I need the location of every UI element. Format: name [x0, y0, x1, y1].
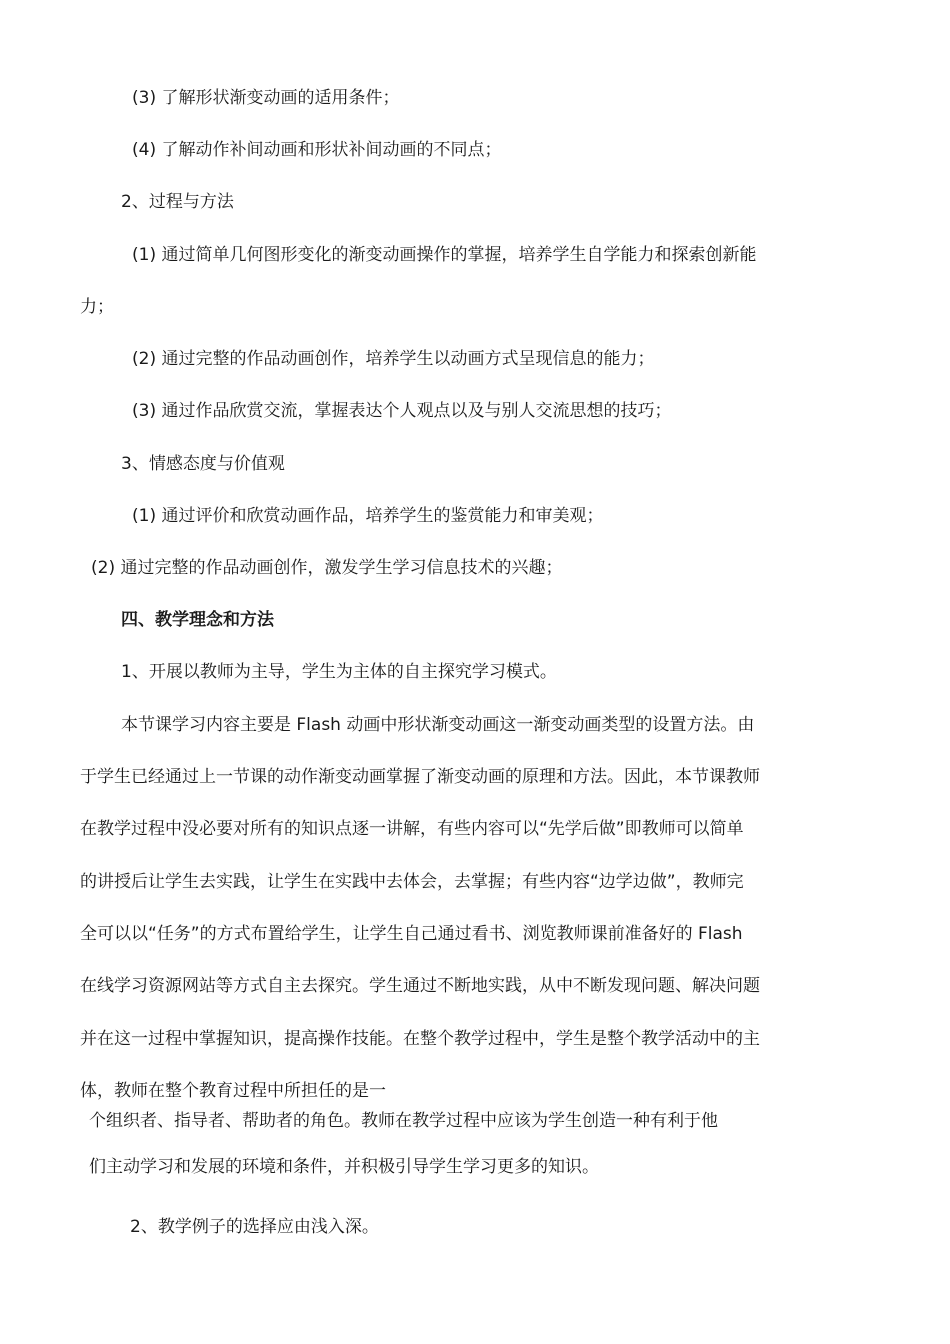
process-item-1: (1) 通过简单几何图形变化的渐变动画操作的掌握，培养学生自学能力和探索创新能 — [132, 245, 757, 265]
objective-4: (4) 了解动作补间动画和形状补间动画的不同点； — [132, 140, 502, 160]
paragraph-line: 在教学过程中没必要对所有的知识点逐一讲解，有些内容可以“先学后做”即教师可以简单 — [80, 819, 744, 839]
paragraph-line: 个组织者、指导者、帮助者的角色。教师在教学过程中应该为学生创造一种有利于他 — [89, 1111, 718, 1131]
section-title-teaching-concept: 四、教学理念和方法 — [121, 610, 274, 630]
paragraph-line: 全可以以“任务”的方式布置给学生，让学生自己通过看书、浏览教师课前准备好的 Flash — [80, 924, 743, 944]
paragraph-line: 们主动学习和发展的环境和条件，并积极引导学生学习更多的知识。 — [89, 1157, 599, 1177]
emotion-item-1: (1) 通过评价和欣赏动画作品，培养学生的鉴赏能力和审美观； — [132, 506, 604, 526]
paragraph-line: 并在这一过程中掌握知识，提高操作技能。在整个教学过程中，学生是整个教学活动中的主 — [80, 1029, 760, 1049]
process-item-1-continued: 力； — [80, 297, 114, 317]
objective-3: (3) 了解形状渐变动画的适用条件； — [132, 88, 400, 108]
paragraph-line: 本节课学习内容主要是 Flash 动画中形状渐变动画这一渐变动画类型的设置方法。由 — [121, 715, 755, 735]
emotion-item-2: (2) 通过完整的作品动画创作，激发学生学习信息技术的兴趣； — [91, 558, 563, 578]
paragraph-line: 在线学习资源网站等方式自主去探究。学生通过不断地实践，从中不断发现问题、解决问题 — [80, 976, 760, 996]
process-item-3: (3) 通过作品欣赏交流，掌握表达个人观点以及与别人交流思想的技巧； — [132, 401, 672, 421]
section-heading-process-method: 2、过程与方法 — [121, 192, 234, 212]
process-item-2: (2) 通过完整的作品动画创作，培养学生以动画方式呈现信息的能力； — [132, 349, 655, 369]
section-heading-emotion-values: 3、情感态度与价值观 — [121, 454, 285, 474]
paragraph-line: 于学生已经通过上一节课的动作渐变动画掌握了渐变动画的原理和方法。因此，本节课教师 — [80, 767, 760, 787]
paragraph-line: 的讲授后让学生去实践，让学生在实践中去体会，去掌握；有些内容“边学边做”，教师完 — [80, 872, 744, 892]
paragraph-line: 体，教师在整个教育过程中所担任的是一 — [80, 1081, 386, 1101]
concept-point-1: 1、开展以教师为主导，学生为主体的自主探究学习模式。 — [121, 662, 557, 682]
concept-point-2: 2、教学例子的选择应由浅入深。 — [130, 1217, 379, 1237]
